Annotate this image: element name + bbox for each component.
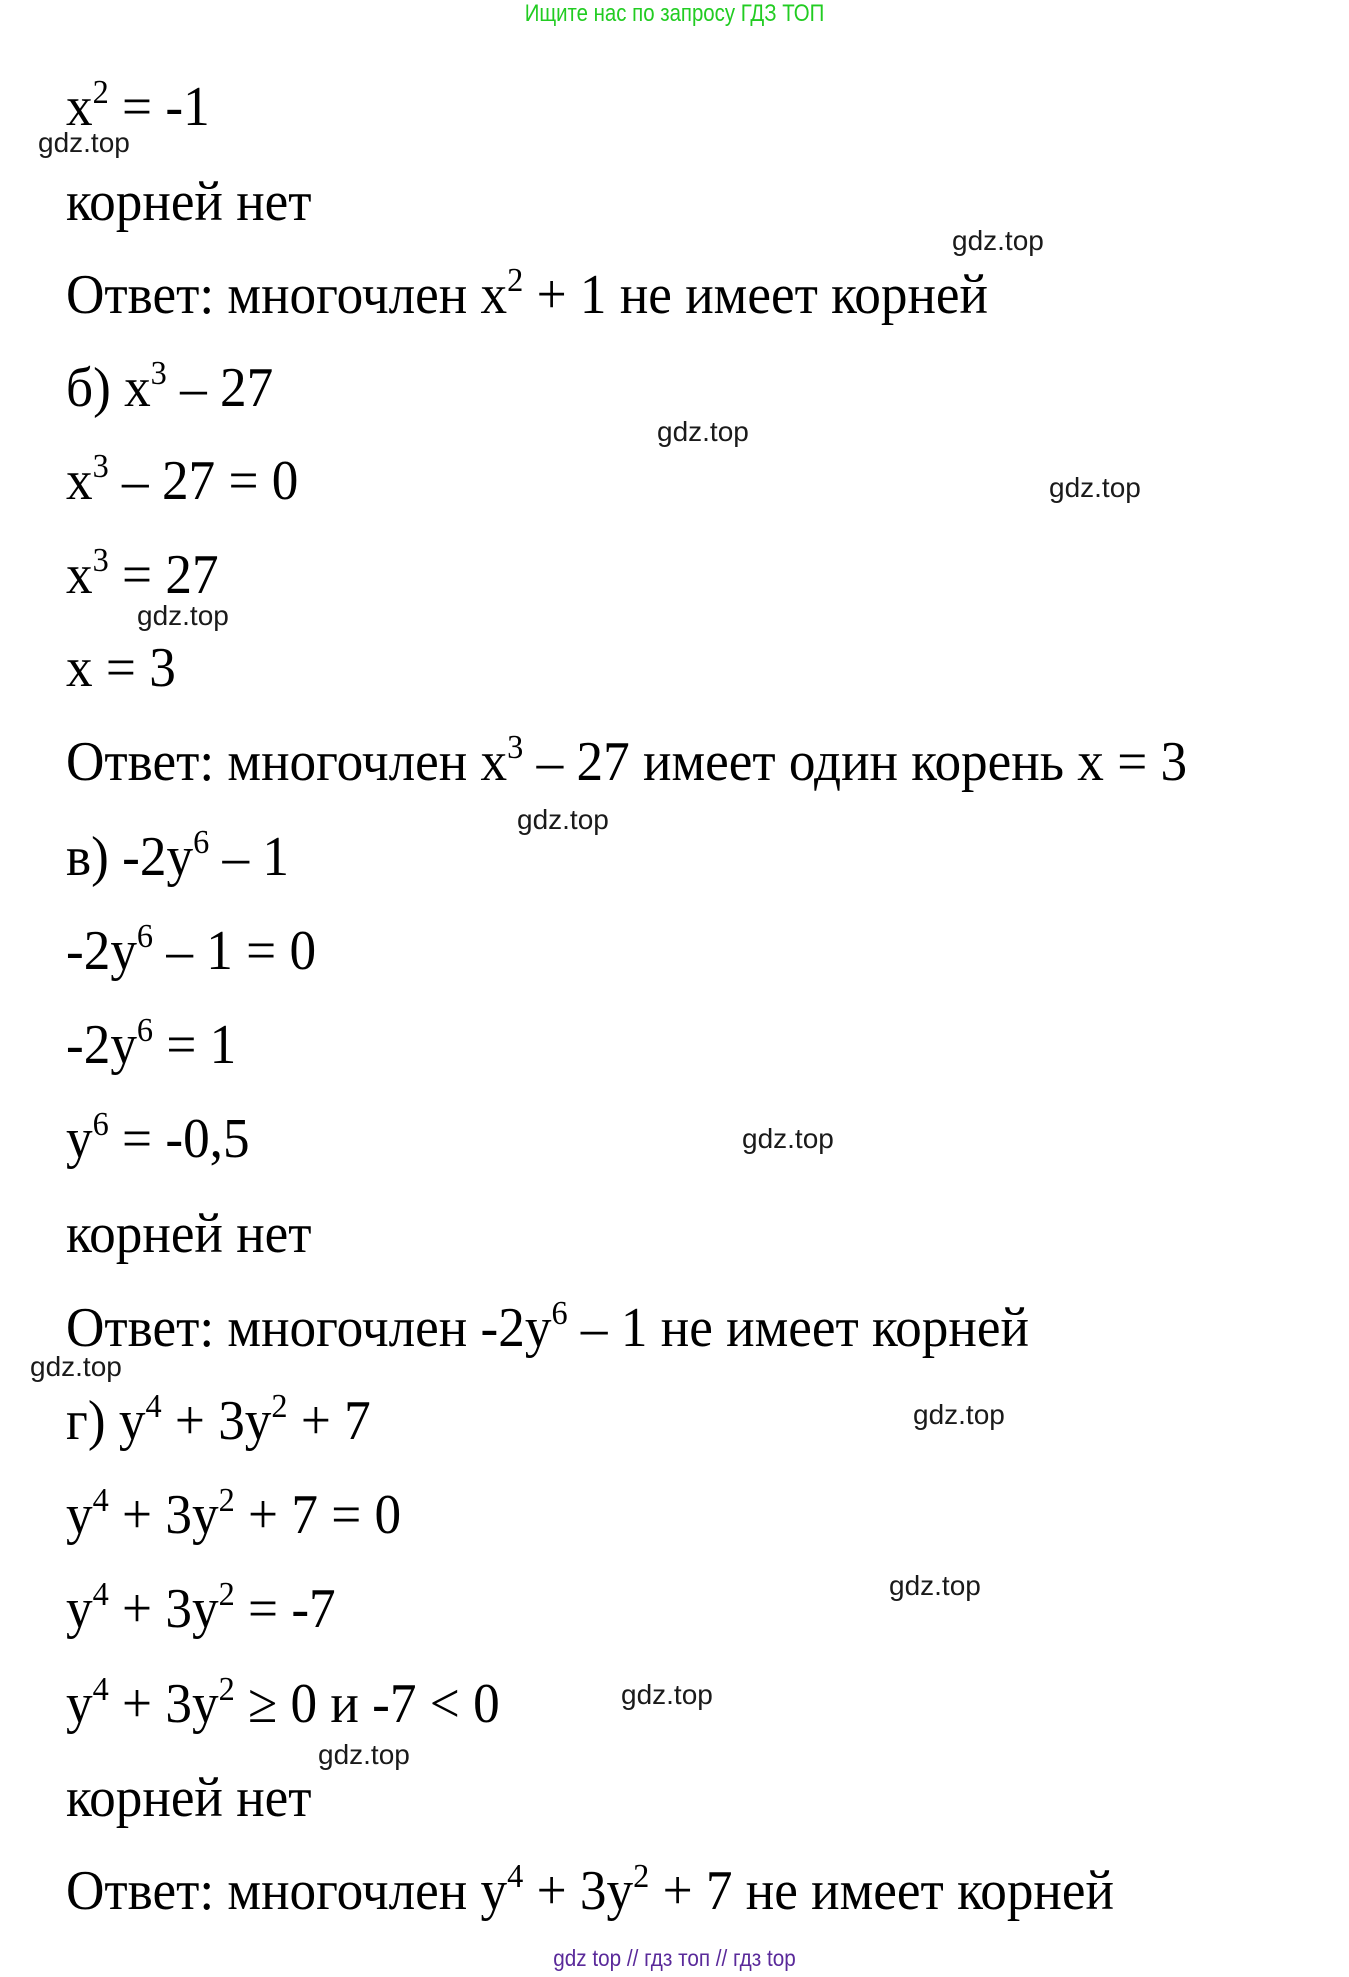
line-text: = -0,5 (108, 1108, 250, 1170)
line-text: = 27 (108, 544, 219, 606)
footer-links: gdz top // гдз топ // гдз top (553, 1945, 796, 1971)
line-text: y (66, 1484, 93, 1546)
watermark: gdz.top (1049, 472, 1141, 503)
line-text: корней нет (66, 1203, 312, 1265)
exponent: 6 (136, 1012, 154, 1049)
solution-line (66, 1106, 250, 1170)
line-text: + 3y (108, 1484, 219, 1546)
solution-line (66, 448, 299, 512)
line-text: б) x (66, 357, 151, 419)
solution-line (66, 1204, 312, 1264)
watermark: gdz.top (30, 1351, 122, 1382)
solution-line (66, 172, 312, 232)
line-text: x (66, 76, 93, 138)
watermark: gdz.top (517, 804, 609, 835)
line-text: Ответ: многочлен x (66, 264, 508, 326)
line-text: + 3y (108, 1578, 219, 1640)
watermark: gdz.top (621, 1679, 713, 1710)
exponent: 2 (633, 1858, 650, 1895)
line-text: = 1 (153, 1014, 237, 1076)
line-text: г) y (66, 1390, 146, 1452)
watermark: gdz.top (952, 225, 1044, 256)
exponent: 2 (218, 1671, 235, 1708)
solution-line (66, 1768, 312, 1828)
exponent: 3 (507, 729, 524, 766)
exponent: 4 (92, 1576, 109, 1613)
answer-line (66, 729, 1188, 793)
watermark: gdz.top (137, 600, 229, 631)
line-text: Ответ: многочлен -2y (66, 1297, 552, 1359)
line-text: + 3y (161, 1390, 272, 1452)
solution-line (66, 638, 176, 698)
line-text: + 3y (523, 1860, 634, 1922)
problem-heading-g (66, 1388, 371, 1452)
line-text: в) -2y (66, 826, 194, 888)
exponent: 2 (218, 1482, 235, 1519)
line-text: – 27 = 0 (108, 450, 299, 512)
line-text: – 1 не имеет корней (567, 1297, 1029, 1359)
exponent: 2 (218, 1576, 235, 1613)
watermark: gdz.top (38, 127, 130, 158)
exponent: 3 (92, 448, 109, 485)
line-text: – 27 имеет один корень x = 3 (523, 731, 1188, 793)
line-text: -2y (66, 1014, 137, 1076)
line-text: корней нет (66, 1767, 312, 1829)
exponent: 2 (507, 262, 524, 299)
line-text: + 7 (287, 1390, 371, 1452)
line-text: + 1 не имеет корней (523, 264, 989, 326)
solution-line (66, 1012, 237, 1076)
solution-line (66, 918, 317, 982)
watermark: gdz.top (657, 416, 749, 447)
exponent: 6 (92, 1106, 109, 1143)
exponent: 4 (145, 1388, 162, 1425)
problem-heading-b (66, 355, 274, 419)
search-hint-banner: Ищите нас по запросу ГДЗ ТОП (524, 0, 825, 27)
line-text: -2y (66, 920, 137, 982)
line-text: – 1 = 0 (153, 920, 317, 982)
solution-line (66, 1671, 500, 1735)
line-text: = -1 (108, 76, 210, 138)
answer-line (66, 262, 989, 326)
watermark: gdz.top (742, 1123, 834, 1154)
line-text: Ответ: многочлен y (66, 1860, 508, 1922)
watermark: gdz.top (913, 1399, 1005, 1430)
line-text: Ответ: многочлен x (66, 731, 508, 793)
watermark: gdz.top (318, 1739, 410, 1770)
watermark: gdz.top (889, 1570, 981, 1601)
line-text: x (66, 544, 93, 606)
exponent: 6 (136, 918, 154, 955)
line-text: y (66, 1108, 93, 1170)
exponent: 3 (92, 542, 109, 579)
exponent: 4 (507, 1858, 524, 1895)
line-text: = -7 (234, 1578, 336, 1640)
exponent: 2 (92, 74, 109, 111)
line-text: x (66, 450, 93, 512)
line-text: ≥ 0 и -7 < 0 (234, 1673, 500, 1735)
line-text: x = 3 (66, 637, 176, 699)
solution-line (66, 1482, 402, 1546)
exponent: 3 (150, 355, 167, 392)
line-text: + 7 не имеет корней (649, 1860, 1114, 1922)
answer-line (66, 1295, 1029, 1359)
problem-heading-v (66, 824, 290, 888)
exponent: 4 (92, 1671, 109, 1708)
line-text: + 3y (108, 1673, 219, 1735)
exponent: 6 (551, 1295, 568, 1332)
line-text: – 1 (209, 826, 290, 888)
exponent: 2 (271, 1388, 288, 1425)
exponent: 4 (92, 1482, 109, 1519)
solution-line (66, 1576, 336, 1640)
line-text: y (66, 1578, 93, 1640)
line-text: – 27 (166, 357, 274, 419)
answer-line (66, 1858, 1114, 1922)
line-text: + 7 = 0 (234, 1484, 402, 1546)
line-text: y (66, 1673, 93, 1735)
line-text: корней нет (66, 171, 312, 233)
exponent: 6 (193, 824, 210, 861)
solution-line (66, 542, 219, 606)
